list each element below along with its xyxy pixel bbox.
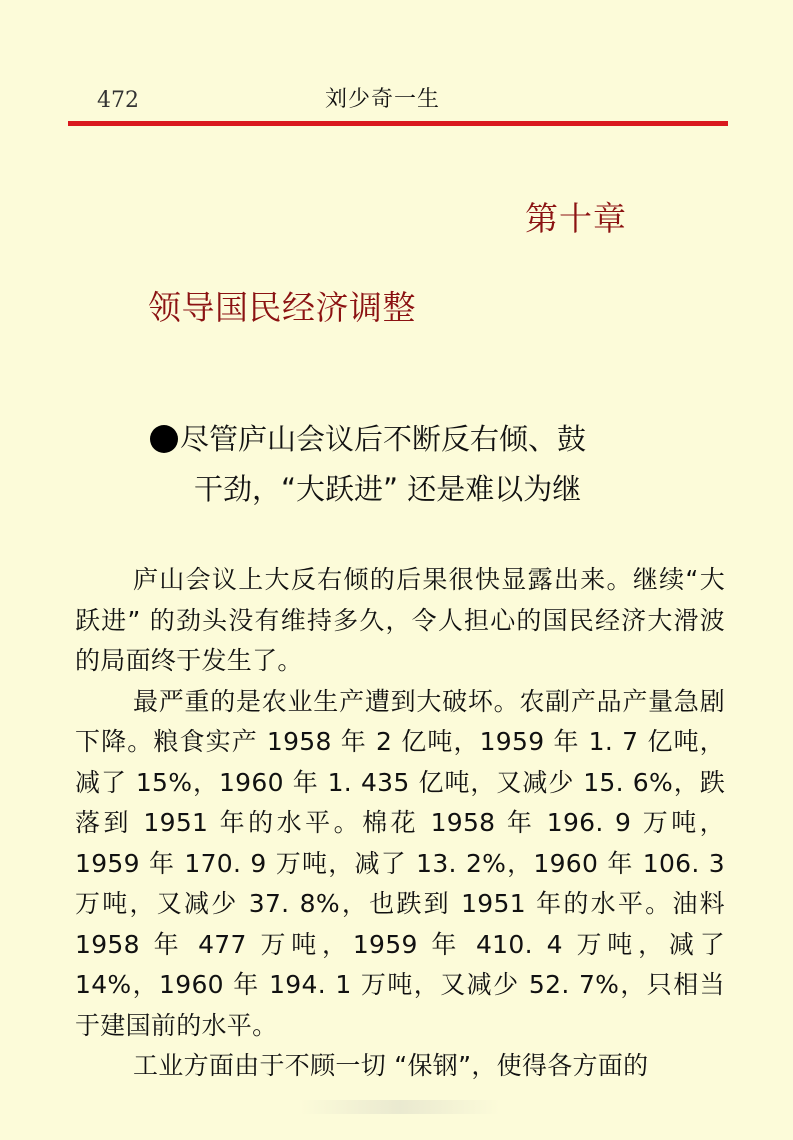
section-heading-line-1 xyxy=(150,418,710,460)
chapter-number: 第十章 xyxy=(525,199,627,238)
paragraph-1: 庐山会议上大反右倾的后果很快显露出来。继续“大跃进” 的劲头没有维持多久，令人担心的国民经济大滑波的局面终于发生了。 xyxy=(75,565,725,675)
section-heading xyxy=(150,418,710,510)
body-text xyxy=(75,560,725,1087)
paragraph-2: 最严重的是农业生产遭到大破坏。农副产品产量急剧下降。粮食实产 1958 年 2 亿吨，1959 年 1. 7 亿吨，减了 15%，1960 年 1. 435 亿吨，又减少 15. 6%，跌落到 1951 年的水平。棉花 1958 年 196. 9 万吨，1959 年 170. 9 万吨，减了 13. 2%，1960 年 106. 3 万吨，又减少 37. 8%，也跌到 1951 年的水平。油料 1958 年 477 万吨，1959 年 410. 4 万吨，减了 14%，1960 年 194. 1 万吨，又减少 52. 7%，只相当于建国前的水平。 xyxy=(75,686,725,1040)
chapter-title: 领导国民经济调整 xyxy=(148,288,416,327)
bullet-icon xyxy=(150,425,178,453)
section-heading-text-1: 尽管庐山会议后不断反右倾、鼓 xyxy=(180,422,587,456)
paragraph-3: 工业方面由于不顾一切 “保钢”，使得各方面的 xyxy=(133,1051,649,1080)
section-heading-line-2: 干劲，“大跃进” 还是难以为继 xyxy=(194,472,582,506)
header-rule xyxy=(68,121,728,126)
faint-footer-mark xyxy=(300,1100,500,1114)
page-number: 472 xyxy=(97,88,139,113)
running-title: 刘少奇一生 xyxy=(325,87,441,112)
